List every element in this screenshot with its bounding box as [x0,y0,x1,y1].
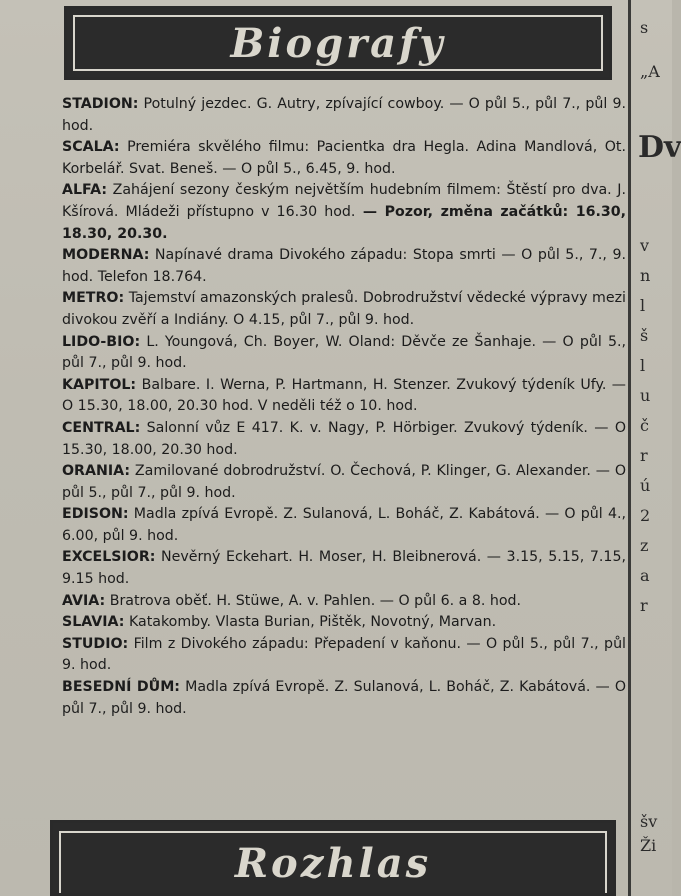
side-text-fragment: „A [640,62,660,81]
cinema-name: ALFA: [62,182,107,199]
cinema-name: SCALA: [62,139,120,156]
section-title: Biografy [230,19,446,67]
cinema-name: AVIA: [62,592,106,609]
side-text-fragment: n [640,266,651,285]
listing-text: Madla zpívá Evropě. Z. Sulanová, L. Boháč, Z. Kabátová. — O půl 7., půl 9. hod. [62,679,626,717]
listing-text: Potulný jezdec. G. Autry, zpívající cowboy. — O půl 5., půl 7., půl 9. hod. [62,96,626,134]
cinema-name: CENTRAL: [62,419,141,436]
listing-entry [62,591,626,613]
cinema-name: MODERNA: [62,247,150,264]
listing-entry [62,634,626,677]
side-text-fragment: r [640,596,648,615]
cinema-listings [62,94,626,720]
side-text-fragment: l [640,296,646,315]
listing-text: Bratrova oběť. H. Stüwe, A. v. Pahlen. — O půl 6. a 8. hod. [105,592,522,609]
listing-text: Zamilované dobrodružství. O. Čechová, P. Klinger, G. Alexander. — O půl 5., půl 7., půl 9. hod. [62,463,626,501]
side-text-fragment: Dv [638,130,681,165]
section-title: Rozhlas [234,839,432,887]
cinema-name: STUDIO: [62,635,129,652]
side-text-fragment: v [640,236,650,255]
column-divider [628,0,631,896]
side-text-fragment: s [640,18,649,37]
listing-entry [62,461,626,504]
listing-entry [62,137,626,180]
listing-text: Napínavé drama Divokého západu: Stopa smrti — O půl 5., 7., 9. hod. Telefon 18.764. [62,247,626,285]
cinema-section-banner [64,6,612,80]
side-text-fragment: ú [640,476,651,495]
cinema-name: STADION: [62,96,139,112]
side-text-fragment: z [640,536,649,555]
listing-notice: — Pozor, změna začátků: 16.30, 18.30, 20.30. [62,203,626,242]
side-text-fragment: r [640,446,648,465]
side-text-fragment: š [640,326,649,345]
radio-section-banner [50,820,616,896]
banner-frame [59,831,607,893]
listing-entry [62,547,626,590]
adjacent-column-fragment [632,0,681,896]
cinema-name: KAPITOL: [62,376,137,393]
listing-text: L. Youngová, Ch. Boyer, W. Oland: Děvče ze Šanhaje. — O půl 5., půl 7., půl 9. hod. [62,333,626,372]
listing-entry [62,180,626,245]
listing-entry [62,612,626,634]
side-text-fragment: 2 [640,506,651,525]
cinema-name: EXCELSIOR: [62,549,156,566]
listing-text: Zahájení sezony českým největším hudebním filmem: Štěstí pro dva. J. Kšírová. Mládeži přístupno v 16.30 hod. [62,182,626,220]
cinema-name: METRO: [62,290,125,307]
listing-entry [62,94,626,137]
cinema-name: ORANIA: [62,463,131,480]
listing-text: Tajemství amazonských pralesů. Dobrodružství vědecké výpravy mezi divokou zvěří a Indiány. O 4.15, půl 7., půl 9. hod. [62,290,626,328]
side-text-fragment: šv [640,812,658,831]
listing-text: Film z Divokého západu: Přepadení v kaňonu. — O půl 5., půl 7., půl 9. hod. [62,635,626,674]
listing-entry [62,332,626,375]
listing-text: Katakomby. Vlasta Burian, Pištěk, Novotný, Marvan. [124,614,497,631]
cinema-name: BESEDNÍ DŮM: [62,679,180,696]
listing-entry [62,375,626,418]
listing-text: Premiéra skvělého filmu: Pacientka dra Hegla. Adina Mandlová, Ot. Korbelář. Svat. Beneš. — O půl 5., 6.45, 9. hod. [62,139,626,177]
listing-entry [62,418,626,461]
cinema-name: LIDO-BIO: [62,333,141,350]
cinema-name: SLAVIA: [62,614,125,631]
side-text-fragment: č [640,416,649,435]
banner-frame [73,15,603,71]
listing-entry [62,288,626,331]
listing-entry [62,504,626,547]
listing-text: Madla zpívá Evropě. Z. Sulanová, L. Boháč, Z. Kabátová. — O půl 4., 6.00, půl 9. hod. [62,506,626,544]
listing-text: Balbare. I. Werna, P. Hartmann, H. Stenzer. Zvukový týdeník Ufy. — O 15.30, 18.00, 20.30 hod. V neděli též o 10. hod. [62,376,626,415]
side-text-fragment: Ži [640,836,657,855]
cinema-name: EDISON: [62,506,129,523]
listing-entry [62,677,626,720]
listing-entry [62,245,626,288]
side-text-fragment: u [640,386,651,405]
side-text-fragment: l [640,356,646,375]
listing-text: Nevěrný Eckehart. H. Moser, H. Bleibnerová. — 3.15, 5.15, 7.15, 9.15 hod. [62,549,626,588]
side-text-fragment: a [640,566,650,585]
listing-text: Salonní vůz E 417. K. v. Nagy, P. Hörbiger. Zvukový týdeník. — O 15.30, 18.00, 20.30 hod. [62,419,626,458]
